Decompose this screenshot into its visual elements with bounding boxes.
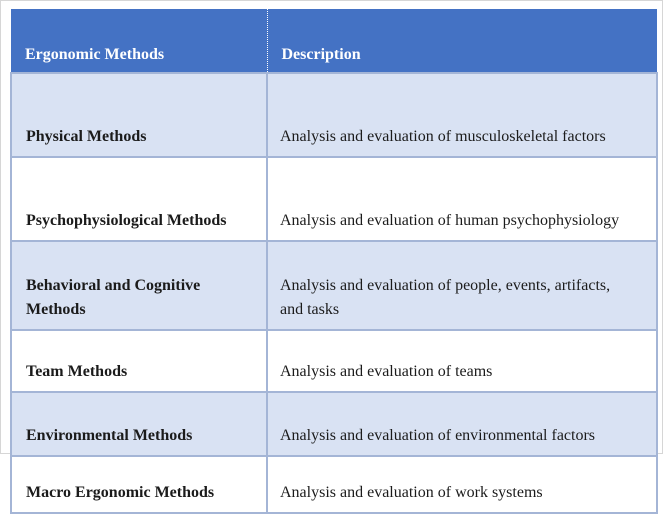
description-cell: Analysis and evaluation of musculoskeletal factors xyxy=(267,73,657,157)
table-row-macro-ergonomic-methods xyxy=(11,456,657,513)
description-cell: Analysis and evaluation of human psychophysiology xyxy=(267,157,657,241)
table-row-environmental-methods xyxy=(11,392,657,456)
column-header-ergonomic-methods: Ergonomic Methods xyxy=(11,9,267,73)
description-cell: Analysis and evaluation of teams xyxy=(267,330,657,392)
method-cell: Environmental Methods xyxy=(11,392,267,456)
method-cell: Physical Methods xyxy=(11,73,267,157)
ergonomic-methods-table xyxy=(10,9,658,514)
column-header-description: Description xyxy=(267,9,657,73)
table-header-row xyxy=(11,9,657,73)
method-cell: Psychophysiological Methods xyxy=(11,157,267,241)
description-cell: Analysis and evaluation of work systems xyxy=(267,456,657,513)
method-cell: Team Methods xyxy=(11,330,267,392)
table-row-psychophysiological-methods xyxy=(11,157,657,241)
description-cell: Analysis and evaluation of people, events, artifacts, and tasks xyxy=(267,241,657,330)
description-cell: Analysis and evaluation of environmental factors xyxy=(267,392,657,456)
table-row-physical-methods xyxy=(11,73,657,157)
method-cell: Behavioral and Cognitive Methods xyxy=(11,241,267,330)
table-row-behavioral-cognitive-methods xyxy=(11,241,657,330)
table-row-team-methods xyxy=(11,330,657,392)
method-cell: Macro Ergonomic Methods xyxy=(11,456,267,513)
